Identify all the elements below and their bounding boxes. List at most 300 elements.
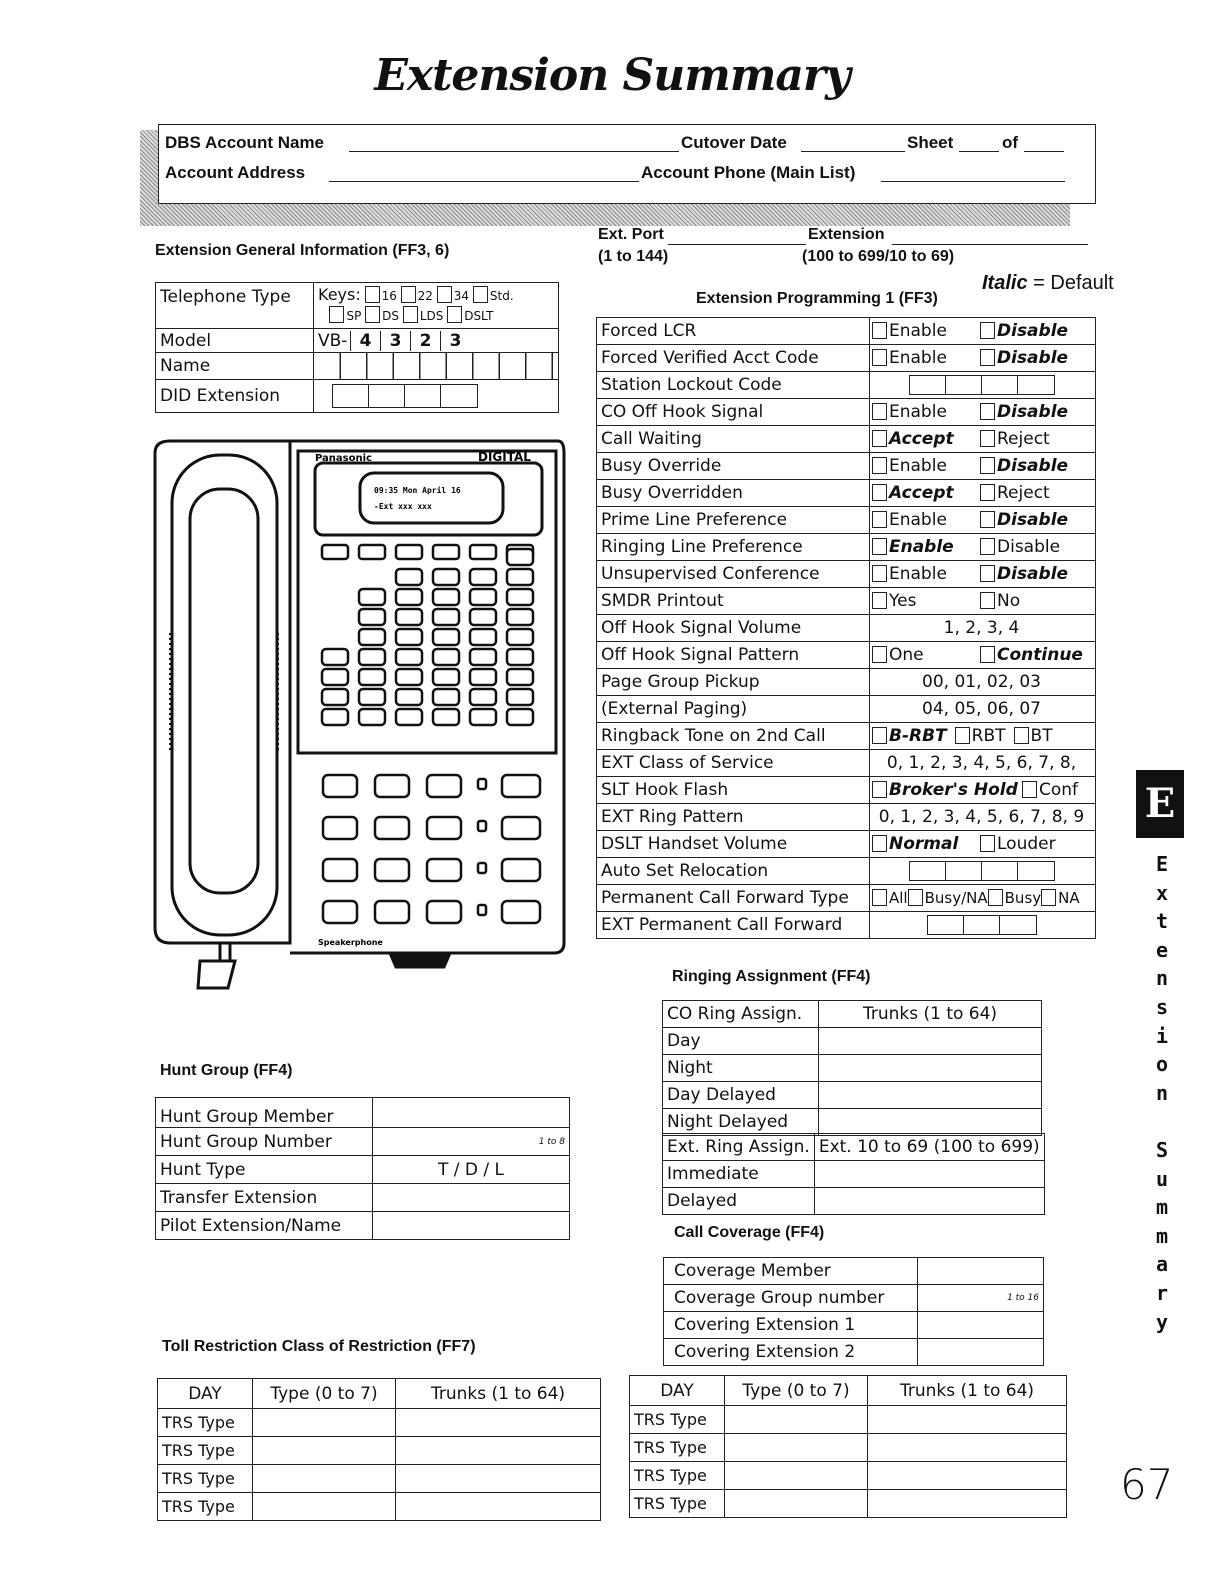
option-checkbox[interactable] [908,889,923,906]
page-number: 67 [1120,1460,1174,1509]
option-checkbox[interactable] [872,727,887,744]
line-key [433,609,459,625]
option-checkbox[interactable] [872,538,887,555]
option-checkbox[interactable] [872,889,887,906]
option-label: Enable [889,456,947,476]
option-label: RBT [971,726,1006,746]
line-key [359,669,385,685]
line-key [396,649,422,665]
co-ring-cell[interactable] [819,1109,1042,1136]
option-checkbox[interactable] [872,781,887,798]
coverage-row: Covering Extension 1 [664,1312,918,1339]
option-label: Continue [997,645,1083,665]
option-label: Disable [997,348,1069,368]
key-dslt-checkbox[interactable] [447,306,462,323]
line-key [359,649,385,665]
toll-cell[interactable] [396,1493,601,1521]
model-label-art: DIGITAL [478,450,531,464]
line-key [396,589,422,605]
option-checkbox[interactable] [872,592,887,609]
key-ds-checkbox[interactable] [365,306,380,323]
name-label: Name [156,353,314,380]
coverage-cell[interactable] [918,1258,1044,1285]
key-lds-label: LDS [419,309,444,323]
toll-row-label: TRS Type [158,1493,253,1521]
dial-key [427,817,461,839]
toll-cell[interactable] [396,1409,601,1437]
model-digit: 4 [350,331,380,351]
line-key [470,629,496,645]
prog-row-label: Call Waiting [597,426,870,453]
option-label: Broker's Hold [889,780,1018,800]
toll-row-label: TRS Type [158,1437,253,1465]
toll-cell[interactable] [868,1406,1067,1434]
toll-cell[interactable] [253,1409,396,1437]
prog-row-value[interactable] [870,534,1096,561]
prog-row-value[interactable]: 00, 01, 02, 03 [870,669,1096,696]
legend-default: = Default [1027,272,1114,294]
ext-port-field[interactable] [668,244,806,245]
hunt-cell[interactable] [373,1184,570,1212]
co-ring-cell[interactable] [819,1082,1042,1109]
prog-row-value[interactable] [870,777,1096,804]
toll-col-head: DAY [630,1376,725,1406]
toll-table-right [629,1375,1067,1518]
prog-row-value[interactable] [870,642,1096,669]
option-checkbox[interactable] [872,457,887,474]
line-key [433,569,459,585]
vertical-letter: S [1155,1137,1169,1162]
toll-row-label: TRS Type [630,1406,725,1434]
co-trunks-head: Trunks (1 to 64) [819,1001,1042,1028]
option-checkbox[interactable] [872,484,887,501]
toll-table-left [157,1378,601,1521]
hunt-cell[interactable] [373,1128,570,1156]
model-prefix: VB- [318,330,348,351]
handset-cradle [155,441,290,943]
toll-cell[interactable] [725,1434,868,1462]
line-key [359,609,385,625]
toll-row-label: TRS Type [158,1465,253,1493]
dial-key [323,859,357,881]
hunt-number-hint: 1 to 8 [538,1136,565,1147]
hunt-row: Pilot Extension/Name [156,1212,373,1240]
line-key [507,549,533,565]
option-label: Disable [997,321,1069,341]
of-field[interactable] [1024,151,1064,152]
vertical-letter: r [1155,1280,1169,1305]
toll-col-head: Type (0 to 7) [725,1376,868,1406]
toll-cell[interactable] [253,1437,396,1465]
feature-key [502,901,540,923]
ext-ring-cell[interactable] [814,1188,1044,1215]
co-ring-table [662,1000,1042,1136]
line-key [359,689,385,705]
feature-key [502,775,540,797]
account-phone-field[interactable] [881,181,1065,182]
dial-key [427,859,461,881]
extension-range: (100 to 699/10 to 69) [802,248,955,265]
co-ring-row: Night Delayed [663,1109,819,1136]
option-label: Reject [997,429,1050,449]
hunt-type-cell[interactable]: T / D / L [373,1156,570,1184]
telephone-type-label: Telephone Type [156,283,314,329]
option-label: Enable [889,402,947,422]
cord-coil [198,961,235,988]
dial-key [323,817,357,839]
dial-key [323,901,357,923]
prog-row-label: Auto Set Relocation [597,858,870,885]
prog-row-value[interactable] [870,345,1096,372]
line-key [396,669,422,685]
option-checkbox[interactable] [980,835,995,852]
display-line-1: 09:35 Mon April 16 [374,486,461,495]
vertical-letter: n [1155,966,1169,991]
toll-cell[interactable] [868,1434,1067,1462]
key-dslt-label: DSLT [464,309,494,323]
option-label: Enable [889,321,947,341]
option-checkbox[interactable] [980,511,995,528]
section-tab-vertical-text [1148,850,1176,1336]
toll-row-label: TRS Type [630,1462,725,1490]
prog-row-label: Station Lockout Code [597,372,870,399]
section-tab: E [1136,770,1184,838]
option-checkbox[interactable] [872,565,887,582]
ext-ring-cell[interactable] [814,1161,1044,1188]
prog-row-label: Busy Override [597,453,870,480]
line-key [470,569,496,585]
co-ring-head: CO Ring Assign. [663,1001,819,1028]
dial-key [375,775,409,797]
toll-col-head: DAY [158,1379,253,1409]
ext-ring-head: Ext. Ring Assign. [663,1134,815,1161]
prog-row-value[interactable]: 04, 05, 06, 07 [870,696,1096,723]
account-name-field[interactable] [349,151,679,152]
vertical-letter [1148,1107,1176,1136]
dial-key [427,901,461,923]
co-ring-cell[interactable] [819,1028,1042,1055]
small-key [478,863,486,873]
prog-row-label: Ringing Line Preference [597,534,870,561]
toll-heading: Toll Restriction Class of Restriction (FF7) [162,1338,476,1355]
prog-row-label: EXT Ring Pattern [597,804,870,831]
key-lds-checkbox[interactable] [403,306,418,323]
prog-row-value[interactable] [870,372,1096,399]
prog-row-value[interactable]: 1, 2, 3, 4 [870,615,1096,642]
line-key [433,689,459,705]
co-ring-row: Night [663,1055,819,1082]
sheet-field[interactable] [959,151,999,152]
coverage-cell[interactable] [918,1312,1044,1339]
prog-row-value[interactable] [870,831,1096,858]
key-sp-checkbox[interactable] [329,306,344,323]
line-key [470,609,496,625]
vertical-letter: x [1155,880,1169,905]
vertical-letter: y [1155,1309,1169,1334]
prog-row-value[interactable] [870,912,1096,939]
prog-row-label: EXT Class of Service [597,750,870,777]
did-field[interactable] [314,380,559,413]
legend-italic: Italic [982,272,1028,294]
toll-row-label: TRS Type [630,1434,725,1462]
option-checkbox[interactable] [1041,889,1056,906]
prog-row-value[interactable] [870,561,1096,588]
prog-row-label: DSLT Handset Volume [597,831,870,858]
line-key [396,569,422,585]
line-key [396,629,422,645]
brand-label: Panasonic [315,453,372,464]
option-label: Enable [889,348,947,368]
toll-cell[interactable] [725,1406,868,1434]
toll-cell[interactable] [725,1490,868,1518]
line-key [322,709,348,725]
line-key [507,589,533,605]
name-field[interactable] [314,353,559,380]
option-checkbox[interactable] [980,349,995,366]
line-key [470,589,496,605]
page-title: Extension Summary [374,50,850,101]
line-key [433,629,459,645]
prog-row-label: Off Hook Signal Pattern [597,642,870,669]
option-label: Disable [997,537,1061,557]
co-ring-row: Day Delayed [663,1082,819,1109]
prog-row-value[interactable] [870,480,1096,507]
line-key [396,689,422,705]
option-label: NA [1058,889,1080,907]
option-checkbox[interactable] [955,727,970,744]
vertical-letter: a [1155,1252,1169,1277]
account-header [158,124,1096,204]
option-checkbox[interactable] [980,565,995,582]
option-checkbox[interactable] [872,511,887,528]
feature-key [502,859,540,881]
option-label: No [997,591,1021,611]
toll-cell[interactable] [396,1437,601,1465]
coverage-table [663,1257,1044,1366]
toll-cell[interactable] [868,1490,1067,1518]
key-34-label: 34 [453,289,470,303]
cutover-field[interactable] [801,151,905,152]
option-label: Disable [997,510,1069,530]
line-key [507,689,533,705]
key-ds-label: DS [382,309,399,323]
option-checkbox[interactable] [980,484,995,501]
option-label: Busy/NA [924,889,988,907]
extension-label: Extension [808,226,885,243]
ext-ring-range: Ext. 10 to 69 (100 to 699) [814,1134,1044,1161]
option-label: Accept [889,483,954,503]
key-16-label: 16 [381,289,397,303]
line-key [433,669,459,685]
vertical-letter: s [1155,994,1169,1019]
account-phone-label: Account Phone (Main List) [641,163,856,182]
option-checkbox[interactable] [980,403,995,420]
extension-field[interactable] [892,244,1088,245]
phone-stand [390,953,450,967]
telephone-keys [314,283,559,329]
option-label: Conf [1039,780,1079,800]
line-key [507,669,533,685]
handset-cord [220,943,230,961]
prog-row-label: Permanent Call Forward Type [597,885,870,912]
prog-row-label: Off Hook Signal Volume [597,615,870,642]
option-label: Busy [1004,889,1042,907]
line-key [322,649,348,665]
option-checkbox[interactable] [872,835,887,852]
prog-row-label: SLT Hook Flash [597,777,870,804]
ringing-heading: Ringing Assignment (FF4) [672,968,871,985]
address-label: Account Address [165,163,306,182]
programming-table [596,317,1096,939]
vertical-letter: t [1155,909,1169,934]
line-key [470,689,496,705]
prog-row-label: EXT Permanent Call Forward [597,912,870,939]
co-ring-cell[interactable] [819,1055,1042,1082]
option-label: Normal [889,834,959,854]
hunt-row: Hunt Group Number [156,1128,373,1156]
coverage-cell[interactable] [918,1339,1044,1366]
option-checkbox[interactable] [980,646,995,663]
display-line-2: -Ext xxx xxx [374,502,432,511]
option-label: Yes [889,591,917,611]
vertical-letter: e [1155,937,1169,962]
toll-row-label: TRS Type [158,1409,253,1437]
prog-row-value[interactable] [870,588,1096,615]
key-34-checkbox[interactable] [437,286,452,303]
dial-key [323,775,357,797]
line-key [359,709,385,725]
toll-cell[interactable] [253,1465,396,1493]
prog-row-value[interactable] [870,318,1096,345]
dial-key [427,775,461,797]
key-std-label: Std. [489,289,514,303]
line-key [396,709,422,725]
line-key [359,629,385,645]
prog-row-value[interactable] [870,507,1096,534]
default-legend [982,272,1114,295]
model-digit: 3 [380,331,410,351]
line-key [507,649,533,665]
option-checkbox[interactable] [1022,781,1037,798]
ext-port-label: Ext. Port [598,226,664,243]
sheet-label: Sheet [907,133,954,152]
prog-row-label: Prime Line Preference [597,507,870,534]
key-16-checkbox[interactable] [365,286,380,303]
feature-key [502,817,540,839]
did-label: DID Extension [156,380,314,413]
toll-cell[interactable] [253,1493,396,1521]
option-checkbox[interactable] [980,538,995,555]
function-key [433,545,459,559]
option-checkbox[interactable] [872,322,887,339]
function-key [322,545,348,559]
line-key [433,709,459,725]
prog-row-label: Forced Verified Acct Code [597,345,870,372]
toll-cell[interactable] [396,1465,601,1493]
key-std-checkbox[interactable] [473,286,488,303]
prog-row-label: Unsupervised Conference [597,561,870,588]
prog-row-value[interactable] [870,885,1096,912]
telephone-illustration [150,433,570,998]
option-checkbox[interactable] [872,430,887,447]
prog-row-label: Page Group Pickup [597,669,870,696]
display-screen [360,473,503,523]
prog-row-value[interactable]: 0, 1, 2, 3, 4, 5, 6, 7, 8, [870,750,1096,777]
option-checkbox[interactable] [980,592,995,609]
function-key [396,545,422,559]
coverage-cell[interactable] [918,1285,1044,1312]
vertical-letter: i [1155,1023,1169,1048]
option-label: B-RBT [889,726,947,746]
small-key [478,821,486,831]
vertical-letter: n [1155,1080,1169,1105]
prog-row-label: Busy Overridden [597,480,870,507]
coverage-heading: Call Coverage (FF4) [674,1224,825,1241]
coverage-group-hint: 1 to 16 [1007,1293,1039,1303]
model-field[interactable] [314,329,559,353]
small-key [478,779,486,789]
option-checkbox[interactable] [872,403,887,420]
programming-heading: Extension Programming 1 (FF3) [696,290,938,307]
prog-row-value[interactable] [870,453,1096,480]
option-label: Enable [889,510,947,530]
toll-cell[interactable] [725,1462,868,1490]
line-key [322,689,348,705]
speakerphone-label: Speakerphone [318,938,383,947]
option-checkbox[interactable] [980,430,995,447]
prog-row-label: (External Paging) [597,696,870,723]
key-22-checkbox[interactable] [401,286,416,303]
option-checkbox[interactable] [988,889,1003,906]
general-info-table [155,282,559,413]
prog-row-value[interactable]: 0, 1, 2, 3, 4, 5, 6, 7, 8, 9 [870,804,1096,831]
line-key [470,669,496,685]
hunt-cell[interactable] [373,1212,570,1240]
prog-row-value[interactable] [870,399,1096,426]
prog-row-value[interactable] [870,426,1096,453]
vertical-letter: m [1155,1223,1169,1248]
option-checkbox[interactable] [980,322,995,339]
option-checkbox[interactable] [980,457,995,474]
line-key [507,629,533,645]
key-22-label: 22 [417,289,433,303]
hunt-cell[interactable] [373,1098,570,1128]
address-field[interactable] [329,181,639,182]
option-checkbox[interactable] [872,349,887,366]
line-key [470,649,496,665]
prog-row-value[interactable] [870,723,1096,750]
toll-col-head: Trunks (1 to 64) [396,1379,601,1409]
option-label: Reject [997,483,1050,503]
toll-cell[interactable] [868,1462,1067,1490]
ext-ring-row: Immediate [663,1161,815,1188]
prog-row-label: SMDR Printout [597,588,870,615]
ext-ring-row: Delayed [663,1188,815,1215]
option-checkbox[interactable] [1014,727,1029,744]
handset-grip [170,633,278,753]
option-label: Enable [889,564,947,584]
prog-row-value[interactable] [870,858,1096,885]
prog-row-label: CO Off Hook Signal [597,399,870,426]
option-label: One [889,645,924,665]
option-checkbox[interactable] [872,646,887,663]
coverage-row: Covering Extension 2 [664,1339,918,1366]
hunt-row: Transfer Extension [156,1184,373,1212]
prog-row-label: Ringback Tone on 2nd Call [597,723,870,750]
option-label: Disable [997,564,1069,584]
option-label: Enable [889,537,954,557]
general-info-heading: Extension General Information (FF3, 6) [155,242,450,259]
